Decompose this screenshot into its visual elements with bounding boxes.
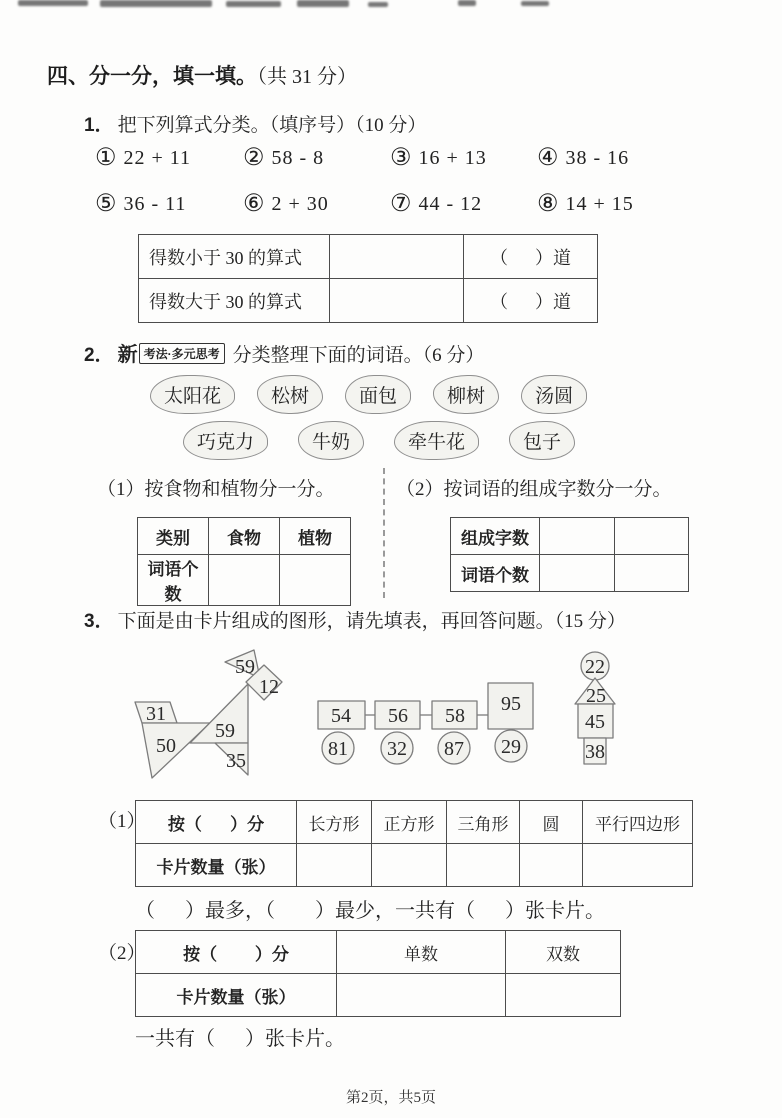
row-label: 卡片数量（张）: [136, 844, 297, 887]
question-1-prompt: 把下列算式分类。（填序号）（10 分）: [117, 115, 427, 136]
header-cell: 正方形: [372, 801, 447, 844]
header-cell: 双数: [506, 931, 621, 974]
card-number: 32: [387, 738, 407, 760]
card-number: 59: [235, 656, 255, 678]
word-bubbles-row2: [183, 421, 575, 460]
answer-cell: [615, 518, 689, 555]
table-row: [136, 844, 693, 887]
table-row: [138, 555, 351, 606]
expression-item: [243, 192, 329, 216]
scan-artifact: [458, 0, 476, 6]
card-number: 12: [259, 676, 279, 698]
word-bubble: 柳树: [433, 375, 499, 414]
card-number: 22: [585, 656, 605, 678]
table-row: [136, 801, 693, 844]
answer-cell: [330, 279, 464, 323]
word-bubble: 包子: [509, 421, 575, 460]
count-cell: （ ）道: [464, 279, 598, 323]
answer-cell: [209, 555, 280, 606]
card-number: 35: [226, 750, 246, 772]
header-cell: 单数: [337, 931, 506, 974]
table-row: [139, 235, 598, 279]
scan-artifact: [100, 0, 212, 7]
question-3: [84, 606, 626, 633]
expression-item: [390, 192, 482, 216]
header-cell: 食物: [209, 518, 280, 555]
answer-cell: [280, 555, 351, 606]
header-cell: 平行四边形: [583, 801, 693, 844]
card-number: 95: [501, 693, 521, 715]
circled-number: ⑥: [243, 191, 265, 217]
q3-part2-label: （2）: [98, 943, 146, 964]
word-bubble: 松树: [257, 375, 323, 414]
train-figure: [318, 683, 533, 764]
expression-item: [243, 146, 324, 170]
card-number: 56: [388, 705, 408, 727]
card-number: 50: [156, 735, 176, 757]
answer-cell: [540, 555, 615, 592]
animal-figure: [135, 650, 282, 778]
card-number: 25: [586, 685, 606, 707]
count-cell: （ ）道: [464, 235, 598, 279]
header-cell: 按（ ）分: [136, 801, 297, 844]
card-number: 45: [585, 711, 605, 733]
q2-part2-title: （2）按词语的组成字数分一分。: [396, 479, 672, 500]
expression-text: 2 + 30: [271, 192, 329, 215]
card-number: 31: [146, 703, 166, 725]
scan-artifact: [368, 2, 388, 7]
card-number: 29: [501, 736, 521, 758]
expression-text: 14 + 15: [565, 192, 634, 215]
question-3-number: 3．: [84, 611, 114, 632]
word-bubble: 牵牛花: [394, 421, 479, 460]
table-row: [451, 518, 689, 555]
table-row: [138, 518, 351, 555]
expression-item: [95, 146, 191, 170]
q3-part2-fill-sentence: 一共有（ ）张卡片。: [135, 1028, 345, 1050]
q2-part1-table: [137, 517, 351, 606]
circled-number: ①: [95, 145, 117, 171]
circled-number: ⑧: [537, 191, 559, 217]
expression-text: 44 - 12: [418, 192, 483, 215]
answer-cell: [337, 974, 506, 1017]
header-cell: 三角形: [447, 801, 520, 844]
scan-artifact: [297, 0, 349, 7]
expression-text: 22 + 11: [123, 146, 192, 169]
q3-part2-table: [135, 930, 621, 1017]
table-row: [451, 555, 689, 592]
circled-number: ③: [390, 145, 412, 171]
answer-cell: [447, 844, 520, 887]
expression-item: [390, 146, 487, 170]
circled-number: ⑦: [390, 191, 412, 217]
q3-part1-fill-sentence: （ ）最多，（ ）最少，一共有（ ）张卡片。: [135, 900, 605, 922]
header-cell: 圆: [520, 801, 583, 844]
answer-cell: [297, 844, 372, 887]
question-2: [84, 338, 484, 367]
question-3-prompt: 下面是由卡片组成的图形，请先填表，再回答问题。（15 分）: [117, 611, 626, 632]
expression-item: [537, 192, 634, 216]
method-badge: 考法·多元思考: [139, 343, 225, 364]
table-row: [139, 279, 598, 323]
card-number: 38: [585, 741, 605, 763]
q3-part1-label: （1）: [98, 811, 146, 832]
section-heading: [47, 60, 357, 90]
expression-text: 58 - 8: [271, 146, 325, 169]
card-number: 81: [328, 738, 348, 760]
section-title: 四、分一分，填一填。: [47, 65, 257, 88]
scan-artifact: [18, 0, 88, 6]
header-cell: 植物: [280, 518, 351, 555]
q2-part2-table: [450, 517, 689, 592]
answer-cell: [506, 974, 621, 1017]
dashed-divider: [383, 468, 385, 598]
section-score: （共 31 分）: [257, 66, 357, 88]
row-label: 组成字数: [451, 518, 540, 555]
row-label: 得数大于 30 的算式: [139, 279, 330, 323]
word-bubbles-row1: [150, 375, 587, 414]
card-number: 58: [445, 705, 465, 727]
answer-cell: [583, 844, 693, 887]
word-bubble: 巧克力: [183, 421, 268, 460]
page-footer: 第2页，共5页: [345, 1090, 436, 1106]
expression-item: [95, 192, 186, 216]
word-bubble: 牛奶: [298, 421, 364, 460]
q3-part1-table: [135, 800, 693, 887]
answer-cell: [520, 844, 583, 887]
table-row: [136, 974, 621, 1017]
question-2-number: 2．: [84, 345, 114, 366]
question-1: [84, 110, 426, 137]
expression-text: 36 - 11: [123, 192, 187, 215]
circled-number: ⑤: [95, 191, 117, 217]
scan-artifact: [521, 1, 549, 6]
word-bubble: 太阳花: [150, 375, 235, 414]
row-label: 词语个数: [451, 555, 540, 592]
triangle-card: [142, 723, 210, 778]
row-label: 卡片数量（张）: [136, 974, 337, 1017]
tower-figure: [575, 652, 615, 764]
circled-number: ④: [537, 145, 559, 171]
answer-cell: [615, 555, 689, 592]
new-badge-prefix: 新: [117, 344, 138, 366]
answer-cell: [372, 844, 447, 887]
q1-table: [138, 234, 598, 323]
row-label: 得数小于 30 的算式: [139, 235, 330, 279]
circled-number: ②: [243, 145, 265, 171]
question-1-number: 1．: [84, 115, 114, 136]
expression-item: [537, 146, 629, 170]
card-number: 59: [215, 720, 235, 742]
scan-artifact: [226, 1, 281, 7]
answer-cell: [330, 235, 464, 279]
header-cell: 长方形: [297, 801, 372, 844]
card-number: 54: [331, 705, 351, 727]
row-label: 词语个数: [138, 555, 209, 606]
word-bubble: 面包: [345, 375, 411, 414]
header-cell: 类别: [138, 518, 209, 555]
table-row: [136, 931, 621, 974]
expression-text: 38 - 16: [565, 146, 630, 169]
card-number: 87: [444, 738, 464, 760]
expression-text: 16 + 13: [418, 146, 487, 169]
answer-cell: [540, 518, 615, 555]
word-bubble: 汤圆: [521, 375, 587, 414]
cards-figure: [115, 640, 635, 795]
header-cell: 按（ ）分: [136, 931, 337, 974]
q2-part1-title: （1）按食物和植物分一分。: [97, 479, 335, 500]
question-2-prompt: 分类整理下面的词语。（6 分）: [232, 345, 485, 366]
